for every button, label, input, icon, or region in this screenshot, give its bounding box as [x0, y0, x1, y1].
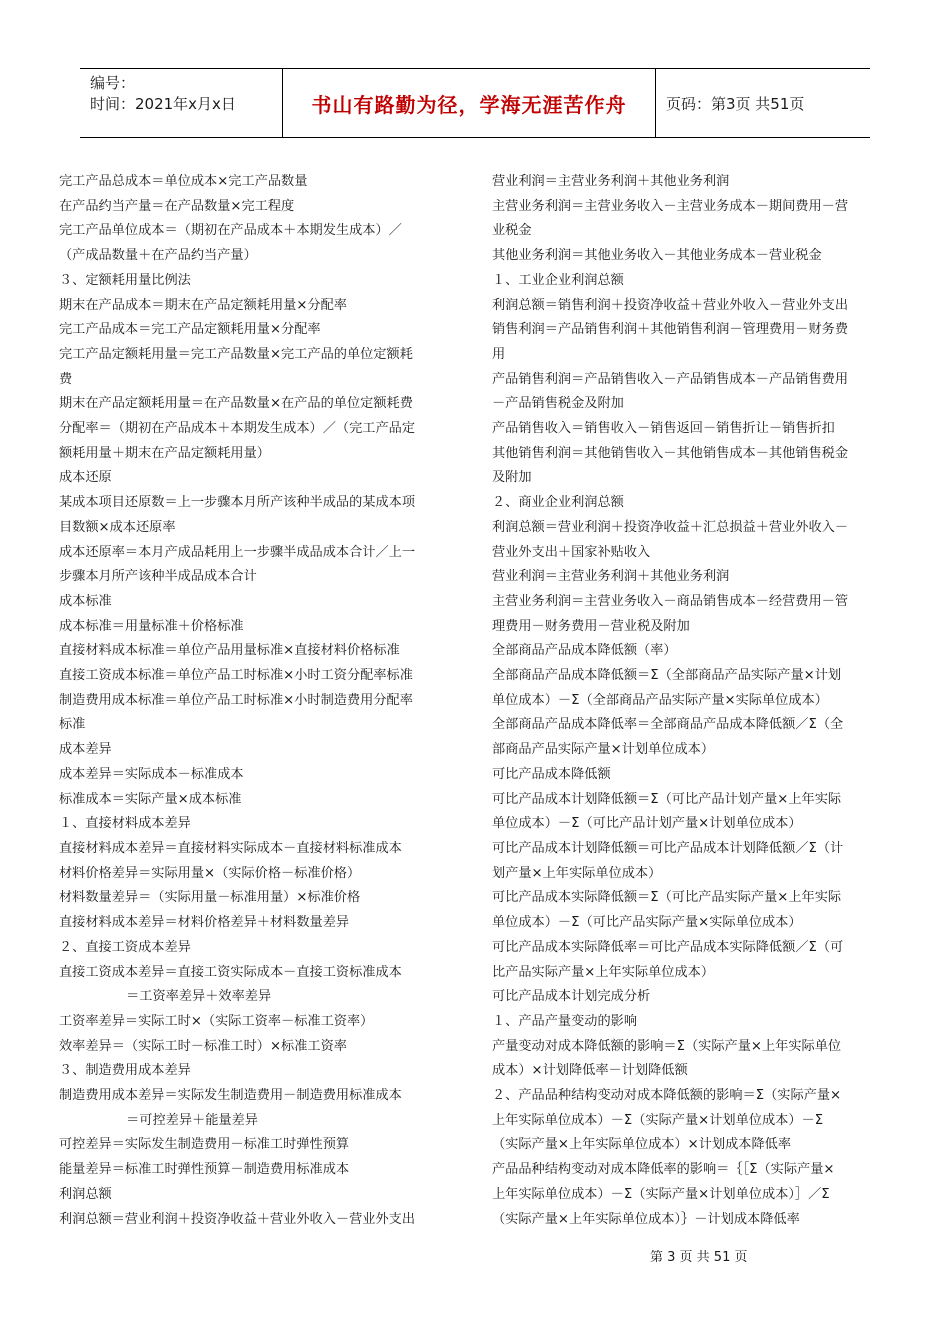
text-line: 直接材料成本差异＝直接材料实际成本－直接材料标准成本 [59, 840, 402, 856]
text-line: 上年实际单位成本）－Σ（实际产量×计划单位成本）－Σ [492, 1112, 824, 1128]
text-line: 材料数量差异＝（实际用量－标准用量）×标准价格 [59, 890, 361, 906]
text-line: ＝可控差异＋能量差异 [59, 1112, 258, 1128]
text-line: ３、制造费用成本差异 [59, 1063, 191, 1079]
document-time-label: 时间：2021年x月x日 [90, 95, 236, 113]
text-line: ２、商业企业利润总额 [492, 495, 624, 511]
text-line: 产品销售收入＝销售收入－销售返回－销售折让－销售折扣 [492, 421, 835, 437]
text-line: 可比产品成本降低额 [492, 766, 611, 782]
text-line: 产品销售利润＝产品销售收入－产品销售成本－产品销售费用 [492, 371, 849, 387]
text-line: 划产量×上年实际单位成本） [492, 865, 662, 881]
text-line: 目数额×成本还原率 [59, 519, 176, 535]
text-line: －产品销售税金及附加 [492, 396, 624, 412]
text-line: 成本）×计划降低率－计划降低额 [492, 1063, 688, 1079]
page-header [80, 68, 870, 138]
text-line: 分配率＝（期初在产品成本＋本期发生成本）／（完工产品定 [59, 421, 416, 437]
text-line: 全部商品产品成本降低额（率） [492, 643, 677, 659]
right-column [492, 170, 894, 1232]
text-line: 单位成本）－Σ（可比产品计划产量×计划单位成本） [492, 816, 802, 832]
text-line: 其他业务利润＝其他业务收入－其他业务成本－营业税金 [492, 248, 822, 264]
text-line: １、产品产量变动的影响 [492, 1013, 638, 1029]
text-line: 标准成本＝实际产量×成本标准 [59, 791, 242, 807]
text-line: 直接工资成本差异＝直接工资实际成本－直接工资标准成本 [59, 964, 402, 980]
text-line: 营业利润＝主营业务利润＋其他业务利润 [492, 569, 730, 585]
text-line: 额耗用量＋期末在产品定额耗用量） [59, 445, 270, 461]
header-meta [80, 69, 283, 137]
text-line: 利润总额 [59, 1186, 112, 1202]
text-line: 利润总额＝销售利润＋投资净收益＋营业外收入－营业外支出 [492, 297, 849, 313]
text-line: 单位成本）－Σ（可比产品实际产量×实际单位成本） [492, 915, 802, 931]
text-line: 单位成本）－Σ（全部商品产品实际产量×实际单位成本） [492, 692, 828, 708]
text-line: 效率差异＝（实际工时－标准工时）×标准工资率 [59, 1038, 347, 1054]
text-line: 可控差异＝实际发生制造费用－标准工时弹性预算 [59, 1137, 350, 1153]
text-line: 完工产品定额耗用量＝完工产品数量×完工产品的单位定额耗 [59, 346, 413, 362]
text-line: 制造费用成本差异＝实际发生制造费用－制造费用标准成本 [59, 1088, 402, 1104]
text-line: 步骤本月所产该种半成品成本合计 [59, 569, 257, 585]
text-line: 营业外支出＋国家补贴收入 [492, 544, 651, 560]
text-line: （实际产量×上年实际单位成本）×计划成本降低率 [492, 1137, 792, 1153]
text-line: 利润总额＝营业利润＋投资净收益＋汇总损益＋营业外收入－ [492, 519, 849, 535]
text-line: 成本差异 [59, 742, 112, 758]
text-line: 比产品实际产量×上年实际单位成本） [492, 964, 715, 980]
text-line: 完工产品单位成本＝（期初在产品成本＋本期发生成本）／ [59, 223, 402, 239]
text-line: １、工业企业利润总额 [492, 272, 624, 288]
text-line: 可比产品成本计划降低额＝Σ（可比产品计划产量×上年实际 [492, 791, 842, 807]
text-line: 营业利润＝主营业务利润＋其他业务利润 [492, 174, 730, 189]
text-line: 期末在产品成本＝期末在产品定额耗用量×分配率 [59, 297, 347, 313]
text-line: 可比产品成本计划降低额＝可比产品成本计划降低额／Σ（计 [492, 840, 844, 856]
text-line: 成本差异＝实际成本－标准成本 [59, 766, 244, 782]
text-line: 在产品约当产量＝在产品数量×完工程度 [59, 198, 295, 214]
header-motto: 书山有路勤为径，学海无涯苦作舟 [283, 69, 656, 137]
text-line: 业税金 [492, 223, 532, 239]
text-line: 全部商品产品成本降低率＝全部商品产品成本降低额／Σ（全 [492, 717, 844, 733]
text-line: ２、直接工资成本差异 [59, 939, 191, 955]
text-line: 可比产品成本实际降低率＝可比产品成本实际降低额／Σ（可 [492, 939, 844, 955]
text-line: 上年实际单位成本）－Σ（实际产量×计划单位成本）］／Σ [492, 1186, 830, 1202]
text-line: 成本还原 [59, 470, 112, 486]
text-line: 制造费用成本标准＝单位产品工时标准×小时制造费用分配率 [59, 692, 413, 708]
footer-page-number: 第 3 页 共 51 页 [650, 1250, 748, 1265]
text-line: （实际产量×上年实际单位成本）｝－计划成本降低率 [492, 1211, 800, 1227]
text-line: 全部商品产品成本降低额＝Σ（全部商品产品实际产量×计划 [492, 668, 842, 684]
text-line: 能量差异＝标准工时弹性预算－制造费用标准成本 [59, 1162, 350, 1178]
text-line: 成本还原率＝本月产成品耗用上一步骤半成品成本合计／上一 [59, 544, 416, 560]
text-line: 销售利润＝产品销售利润＋其他销售利润－管理费用－财务费 [492, 322, 849, 338]
text-line: １、直接材料成本差异 [59, 816, 191, 832]
text-line: 利润总额＝营业利润＋投资净收益＋营业外收入－营业外支出 [59, 1211, 416, 1227]
text-line: 期末在产品定额耗用量＝在产品数量×在产品的单位定额耗费 [59, 396, 413, 412]
header-page-label: 页码：第3页 共51页 [666, 94, 805, 113]
text-line: 材料价格差异＝实际用量×（实际价格－标准价格） [59, 865, 361, 881]
text-line: 及附加 [492, 470, 532, 486]
text-line: 直接材料成本标准＝单位产品用量标准×直接材料价格标准 [59, 643, 400, 659]
text-line: 某成本项目还原数＝上一步骤本月所产该种半成品的某成本项 [59, 495, 416, 511]
left-column [59, 170, 461, 1232]
text-line: 成本标准＝用量标准＋价格标准 [59, 618, 244, 634]
text-line: 其他销售利润＝其他销售收入－其他销售成本－其他销售税金 [492, 445, 849, 461]
text-line: ３、定额耗用量比例法 [59, 272, 191, 288]
text-line: 标准 [59, 717, 86, 733]
text-line: 理费用－财务费用－营业税及附加 [492, 618, 690, 634]
text-line: 工资率差异＝实际工时×（实际工资率－标准工资率） [59, 1013, 374, 1029]
text-line: 可比产品成本计划完成分析 [492, 989, 651, 1005]
text-line: 产品品种结构变动对成本降低率的影响＝｛［Σ（实际产量× [492, 1162, 835, 1178]
text-line: 完工产品总成本＝单位成本×完工产品数量 [59, 174, 308, 189]
text-line: ＝工资率差异＋效率差异 [59, 989, 272, 1005]
text-line: 主营业务利润＝主营业务收入－主营业务成本－期间费用－营 [492, 198, 849, 214]
text-line: （产成品数量＋在产品约当产量） [59, 248, 257, 264]
text-line: 产量变动对成本降低额的影响＝Σ（实际产量×上年实际单位 [492, 1038, 842, 1054]
text-line: 主营业务利润＝主营业务收入－商品销售成本－经营费用－管 [492, 593, 849, 609]
text-line: 直接工资成本标准＝单位产品工时标准×小时工资分配率标准 [59, 668, 413, 684]
text-line: 直接材料成本差异＝材料价格差异＋材料数量差异 [59, 915, 350, 931]
text-line: 用 [492, 346, 506, 362]
text-line: 成本标准 [59, 593, 112, 609]
text-line: 完工产品成本＝完工产品定额耗用量×分配率 [59, 322, 321, 338]
text-line: 部商品产品实际产量×计划单位成本） [492, 742, 715, 758]
text-line: 可比产品成本实际降低额＝Σ（可比产品实际产量×上年实际 [492, 890, 842, 906]
text-line: ２、产品品种结构变动对成本降低额的影响＝Σ（实际产量× [492, 1088, 842, 1104]
document-number-label: 编号： [90, 74, 136, 92]
text-line: 费 [59, 371, 73, 387]
